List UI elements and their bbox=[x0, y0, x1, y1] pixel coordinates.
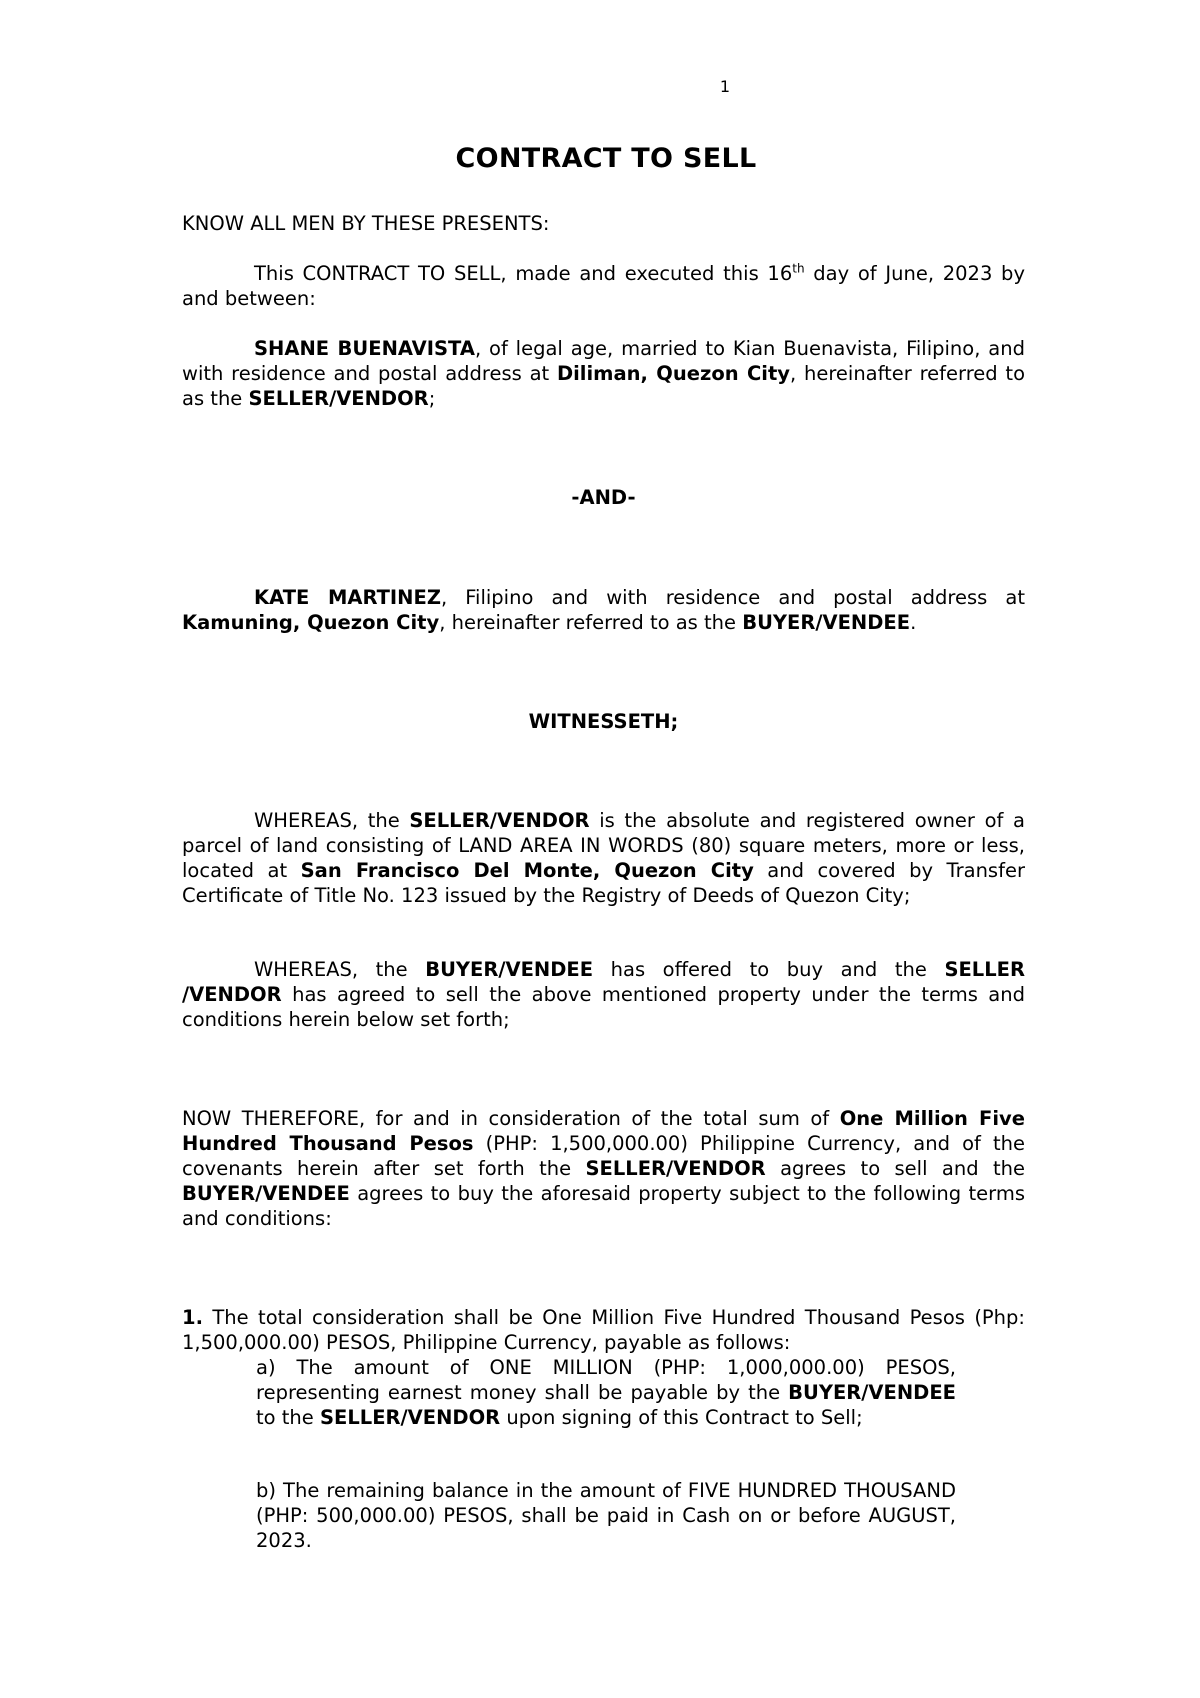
page-number: 1 bbox=[719, 77, 731, 96]
document-title: CONTRACT TO SELL bbox=[455, 143, 757, 174]
term-item-a: a) The amount of ONE MILLION (PHP: 1,000,000.00) PESOS, representing earnest money shall be payable by the BUYER/VENDEE to the SELLER/VENDOR upon signing of this Contract to Sell; bbox=[256, 1356, 956, 1429]
buyer-name: KATE MARTINEZ bbox=[254, 586, 441, 609]
term-item-1: 1. The total consideration shall be One Million Five Hundred Thousand Pesos (Php: 1,500,000.00) PESOS, Philippine Currency, payable as follows: bbox=[182, 1306, 1025, 1354]
seller-role: SELLER/VENDOR bbox=[248, 387, 429, 410]
whereas-paragraph-2: WHEREAS, the BUYER/VENDEE has offered to buy and the SELLER /VENDOR has agreed to sell the above mentioned property under the terms and conditions herein below set forth; bbox=[182, 958, 1025, 1031]
witnesseth-heading: WITNESSETH; bbox=[528, 710, 679, 733]
seller-address: Diliman, Quezon City bbox=[556, 362, 790, 385]
buyer-role: BUYER/VENDEE bbox=[742, 611, 911, 634]
opening-paragraph: This CONTRACT TO SELL, made and executed this 16th day of June, 2023 by and between: bbox=[182, 261, 1025, 310]
buyer-paragraph: KATE MARTINEZ, Filipino and with residence and postal address at Kamuning, Quezon City, hereinafter referred to as the BUYER/VENDEE. bbox=[182, 586, 1026, 634]
seller-paragraph: SHANE BUENAVISTA, of legal age, married to Kian Buenavista, Filipino, and with residence and postal address at Diliman, Quezon City, hereinafter referred to as the SELLER/VENDOR; bbox=[182, 337, 1025, 410]
buyer-address: Kamuning, Quezon City bbox=[182, 611, 440, 634]
seller-name: SHANE BUENAVISTA bbox=[254, 337, 475, 360]
intro-line: KNOW ALL MEN BY THESE PRESENTS: bbox=[182, 212, 550, 235]
now-therefore-paragraph: NOW THEREFORE, for and in consideration of the total sum of One Million Five Hundred Thousand Pesos (PHP: 1,500,000.00) Philippine Currency, and of the covenants herein after set forth the SELLER/VENDOR agrees to sell and the BUYER/VENDEE agrees to buy the aforesaid property subject to the following terms and conditions: bbox=[182, 1107, 1025, 1230]
and-separator: -AND- bbox=[571, 486, 636, 509]
term-item-b: b) The remaining balance in the amount of FIVE HUNDRED THOUSAND (PHP: 500,000.00) PESOS, shall be paid in Cash on or before AUGUST, 2023. bbox=[256, 1479, 956, 1552]
whereas-paragraph-1: WHEREAS, the SELLER/VENDOR is the absolute and registered owner of a parcel of land consisting of LAND AREA IN WORDS (80) square meters, more or less, located at San Francisco Del Monte, Quezon City and covered by Transfer Certificate of Title No. 123 issued by the Registry of Deeds of Quezon City; bbox=[182, 809, 1025, 907]
